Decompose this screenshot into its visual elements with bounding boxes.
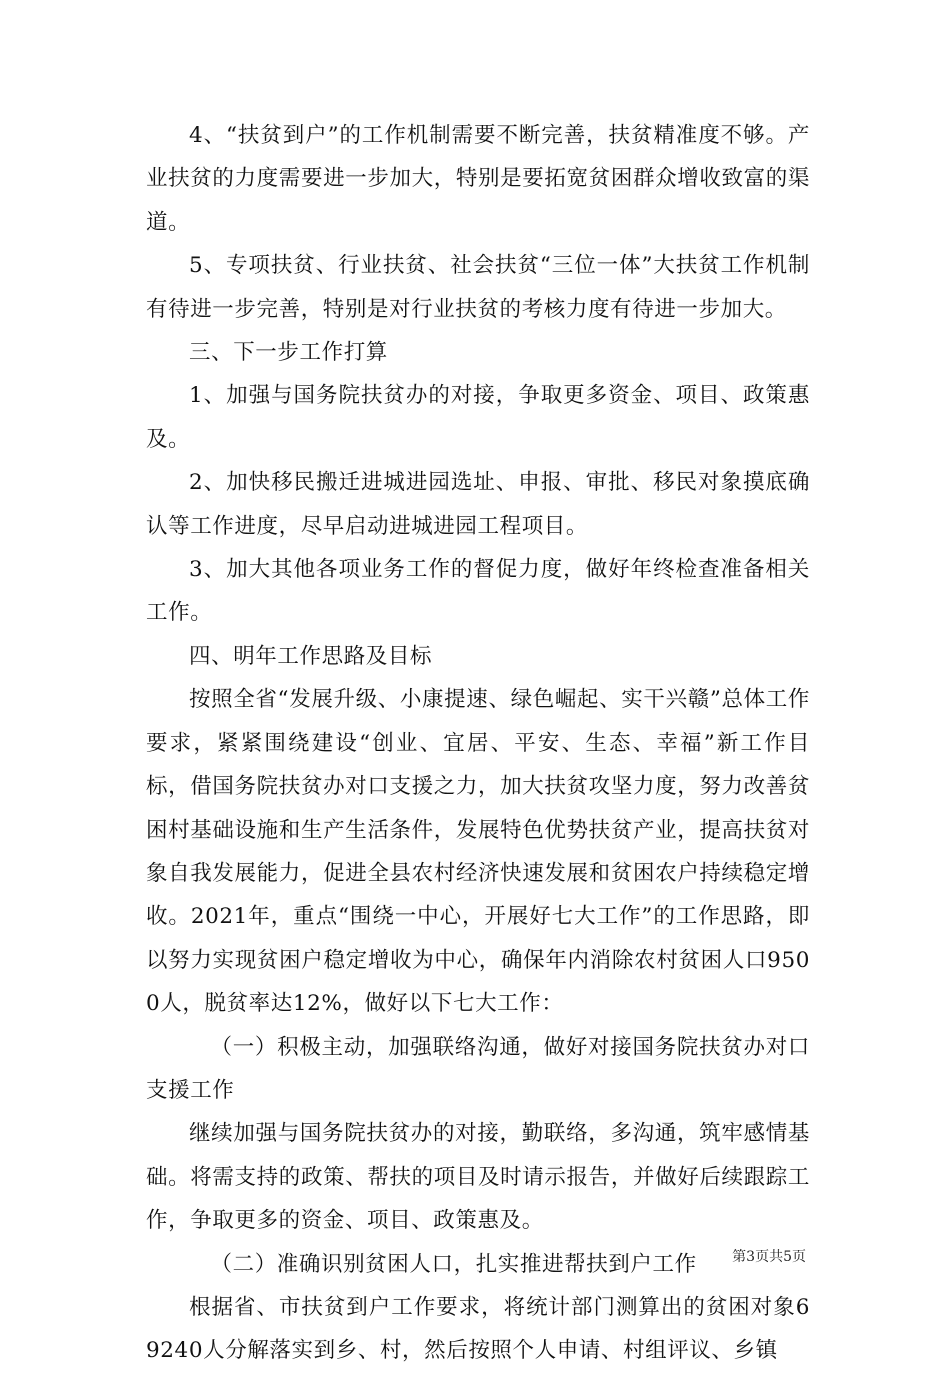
document-body (146, 114, 810, 1373)
section-heading-next-steps: 三、下一步工作打算 (189, 340, 388, 366)
paragraph-item-5: 5、专项扶贫、行业扶贫、社会扶贫“三位一体”大扶贫工作机制有待进一步完善，特别是对行业扶贫的考核力度有待进一步加大。 (146, 253, 810, 322)
paragraph-item-4: 4、“扶贫到户”的工作机制需要不断完善，扶贫精准度不够。产业扶贫的力度需要进一步加大，特别是要拓宽贫困群众增收致富的渠道。 (146, 123, 810, 235)
subheading-liaison: （一）积极主动，加强联络沟通，做好对接国务院扶贫办对口支援工作 (146, 1034, 810, 1103)
paragraph-step-1: 1、加强与国务院扶贫办的对接，争取更多资金、项目、政策惠及。 (146, 383, 810, 452)
paragraph-step-2: 2、加快移民搬迁进城进园选址、申报、审批、移民对象摸底确认等工作进度，尽早启动进城进园工程项目。 (146, 470, 810, 539)
paragraph-identify-poor: 根据省、市扶贫到户工作要求，将统计部门测算出的贫困对象69240人分解落实到乡、村，然后按照个人申请、村组评议、乡镇 (146, 1294, 810, 1364)
paragraph-next-year-plan: 按照全省“发展升级、小康提速、绿色崛起、实干兴赣”总体工作要求，紧紧围绕建设“创业、宜居、平安、生态、幸福”新工作目标，借国务院扶贫办对口支援之力，加大扶贫攻坚力度，努力改善贫困村基础设施和生产生活条件，发展特色优势扶贫产业，提高扶贫对象自我发展能力，促进全县农村经济快速发展和贫困农户持续稳定增收。2021年，重点“围绕一中心，开展好七大工作”的工作思路，即以努力实现贫困户稳定增收为中心，确保年内消除农村贫困人口9500人，脱贫率达12%，做好以下七大工作： (146, 687, 810, 1017)
page-number-label: 第3页共5页 (732, 1249, 806, 1265)
subheading-identify-poor: （二）准确识别贫困人口，扎实推进帮扶到户工作 (210, 1251, 697, 1277)
section-heading-next-year: 四、明年工作思路及目标 (189, 643, 433, 669)
paragraph-liaison: 继续加强与国务院扶贫办的对接，勤联络，多沟通，筑牢感情基础。将需支持的政策、帮扶的项目及时请示报告，并做好后续跟踪工作，争取更多的资金、项目、政策惠及。 (146, 1121, 810, 1234)
paragraph-step-3: 3、加大其他各项业务工作的督促力度，做好年终检查准备相关工作。 (146, 557, 810, 626)
page-footer (732, 1246, 806, 1266)
